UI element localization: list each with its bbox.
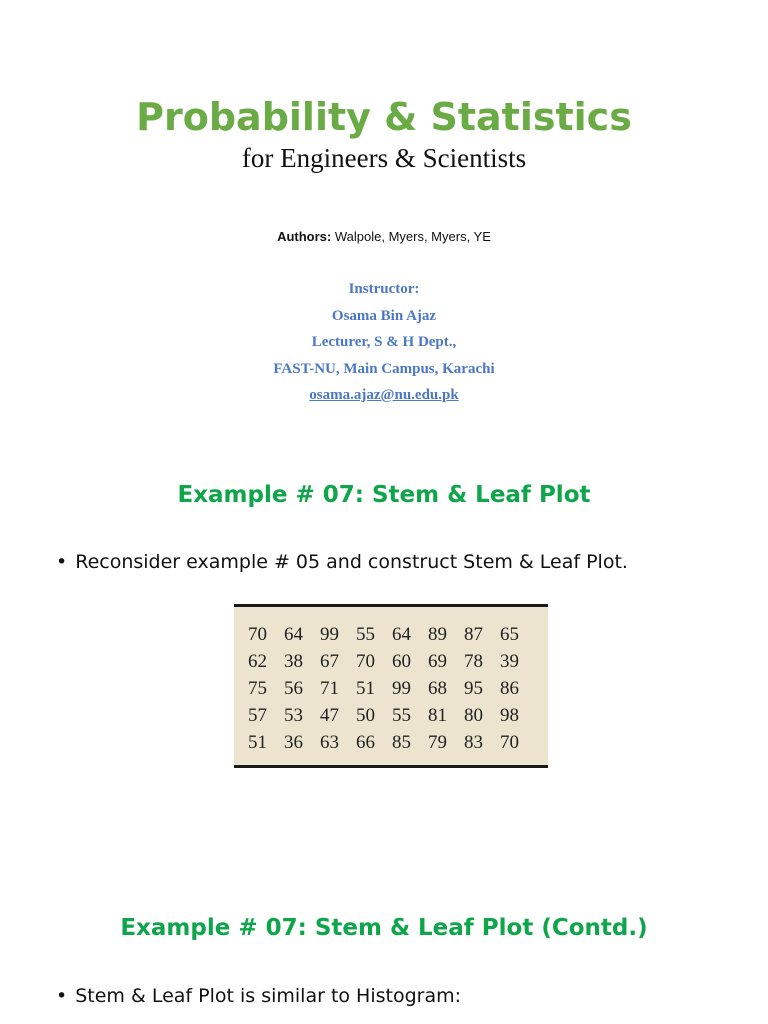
bullet-icon: • <box>56 985 68 1007</box>
table-cell: 80 <box>464 704 483 726</box>
table-cell: 55 <box>356 623 375 645</box>
instructor-position: Lecturer, S & H Dept., <box>311 334 457 350</box>
table-cell: 83 <box>464 731 483 753</box>
example-heading-contd: Example # 07: Stem & Leaf Plot (Contd.) <box>120 915 648 941</box>
table-row <box>248 702 536 729</box>
table-row <box>248 648 536 675</box>
table-cell: 67 <box>320 650 339 672</box>
table-row <box>248 675 536 702</box>
authors-names: Walpole, Myers, Myers, YE <box>331 229 491 244</box>
instructor-email-link[interactable]: osama.ajaz@nu.edu.pk <box>309 387 459 403</box>
table-cell: 64 <box>392 623 411 645</box>
data-table-grid <box>248 621 536 756</box>
authors-label: Authors: <box>277 229 332 244</box>
bullet-text: Stem & Leaf Plot is similar to Histogram: <box>75 985 462 1007</box>
table-cell: 75 <box>248 677 267 699</box>
example-heading: Example # 07: Stem & Leaf Plot <box>177 482 591 508</box>
table-cell: 55 <box>392 704 411 726</box>
table-cell: 51 <box>356 677 375 699</box>
table-cell: 66 <box>356 731 375 753</box>
table-cell: 57 <box>248 704 267 726</box>
table-cell: 36 <box>284 731 303 753</box>
bullet-item <box>56 551 628 573</box>
table-cell: 70 <box>248 623 267 645</box>
instructor-label: Instructor: <box>348 281 420 297</box>
bullet-icon: • <box>56 551 68 573</box>
table-cell: 53 <box>284 704 303 726</box>
table-cell: 99 <box>392 677 411 699</box>
table-cell: 85 <box>392 731 411 753</box>
table-cell: 51 <box>248 731 267 753</box>
table-cell: 60 <box>392 650 411 672</box>
table-row <box>248 729 536 756</box>
authors-line <box>0 229 768 244</box>
instructor-institution: FAST-NU, Main Campus, Karachi <box>273 360 495 377</box>
table-cell: 62 <box>248 650 267 672</box>
table-cell: 95 <box>464 677 483 699</box>
table-cell: 39 <box>500 650 519 672</box>
table-cell: 68 <box>428 677 447 699</box>
table-cell: 63 <box>320 731 339 753</box>
instructor-block <box>0 276 768 409</box>
document-subtitle: for Engineers & Scientists <box>241 143 527 173</box>
table-cell: 56 <box>284 677 303 699</box>
table-cell: 50 <box>356 704 375 726</box>
table-cell: 47 <box>320 704 339 726</box>
table-cell: 87 <box>464 623 483 645</box>
table-cell: 81 <box>428 704 447 726</box>
data-table <box>234 604 548 768</box>
table-cell: 79 <box>428 731 447 753</box>
table-cell: 89 <box>428 623 447 645</box>
table-cell: 69 <box>428 650 447 672</box>
table-cell: 98 <box>500 704 519 726</box>
table-cell: 65 <box>500 623 519 645</box>
table-cell: 99 <box>320 623 339 645</box>
bullet-text: Reconsider example # 05 and construct Stem & Leaf Plot. <box>75 551 628 573</box>
document-title: Probability & Statistics <box>136 95 632 139</box>
table-cell: 64 <box>284 623 303 645</box>
instructor-name: Osama Bin Ajaz <box>331 307 437 324</box>
table-cell: 71 <box>320 677 339 699</box>
table-cell: 86 <box>500 677 519 699</box>
bullet-item <box>56 985 461 1007</box>
table-cell: 70 <box>356 650 375 672</box>
table-cell: 78 <box>464 650 483 672</box>
table-cell: 70 <box>500 731 519 753</box>
table-cell: 38 <box>284 650 303 672</box>
table-row <box>248 621 536 648</box>
